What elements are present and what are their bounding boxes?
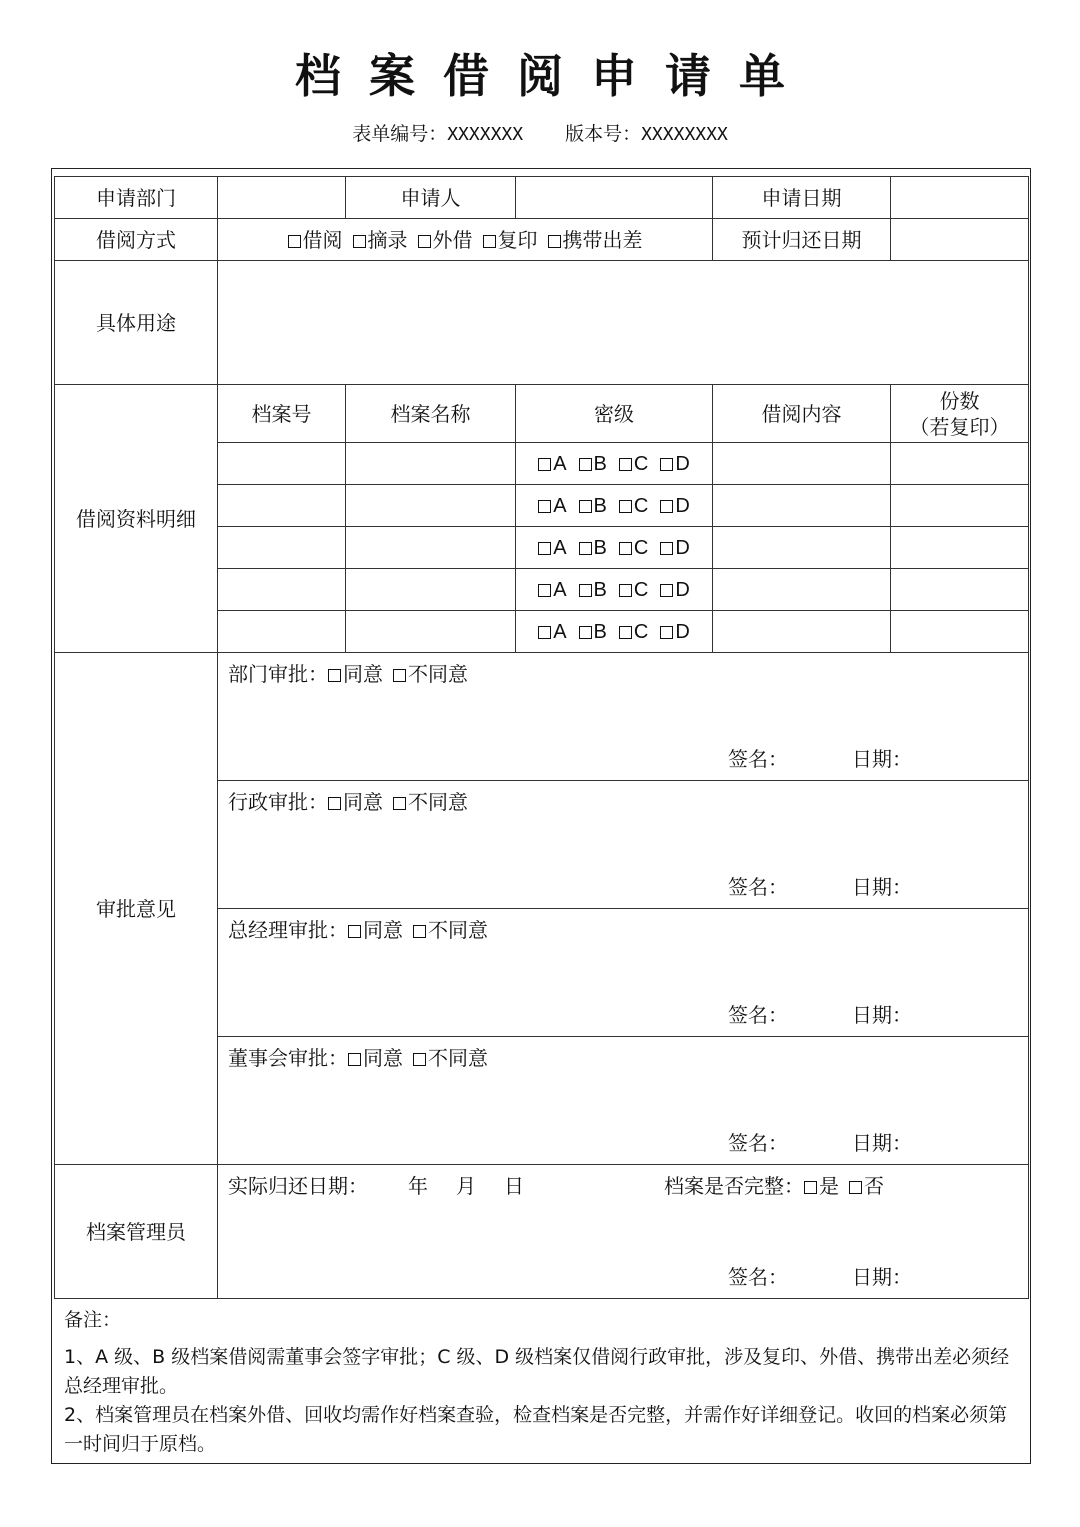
checkbox-icon[interactable]	[413, 1053, 426, 1066]
disagree-option[interactable]: 不同意	[413, 918, 488, 942]
grade-c[interactable]: C	[619, 453, 648, 475]
archive-no-cell[interactable]	[218, 611, 346, 653]
checkbox-icon[interactable]	[619, 584, 632, 597]
approval-gm	[218, 909, 1029, 1037]
content-cell[interactable]	[713, 611, 891, 653]
checkbox-icon[interactable]	[619, 500, 632, 513]
agree-option[interactable]: 同意	[328, 790, 383, 814]
grade-b[interactable]: B	[579, 537, 607, 559]
version-value: XXXXXXXX	[641, 124, 728, 145]
grade-a[interactable]: A	[538, 621, 566, 643]
disagree-option[interactable]: 不同意	[393, 662, 468, 686]
date-label: 日期：	[852, 1265, 912, 1289]
checkbox-icon[interactable]	[660, 458, 673, 471]
approval-board-label: 董事会审批：	[228, 1046, 348, 1070]
checkbox-icon[interactable]	[579, 626, 592, 639]
checkbox-icon[interactable]	[660, 626, 673, 639]
date-label: 日期：	[852, 1131, 912, 1155]
archive-no-cell[interactable]	[218, 527, 346, 569]
page-title: 档案借阅申请单	[295, 49, 813, 103]
content-cell[interactable]	[713, 443, 891, 485]
checkbox-icon[interactable]	[660, 500, 673, 513]
checkbox-icon[interactable]	[660, 584, 673, 597]
notes-section	[64, 1306, 1022, 1459]
archive-name-cell[interactable]	[346, 443, 516, 485]
grade-c[interactable]: C	[619, 621, 648, 643]
col-header-secret-level: 密级	[516, 385, 713, 443]
grade-d[interactable]: D	[660, 537, 689, 559]
method-label: 借阅方式	[55, 219, 218, 261]
sign-label: 签名：	[728, 747, 788, 771]
method-option-excerpt[interactable]: 摘录	[353, 228, 408, 252]
checkbox-icon[interactable]	[483, 235, 496, 248]
grade-b[interactable]: B	[579, 621, 607, 643]
secret-level-cell	[516, 527, 713, 569]
grade-b[interactable]: B	[579, 579, 607, 601]
archive-name-cell[interactable]	[346, 569, 516, 611]
content-cell[interactable]	[713, 569, 891, 611]
checkbox-icon[interactable]	[538, 500, 551, 513]
sign-label: 签名：	[728, 875, 788, 899]
approval-gm-label: 总经理审批：	[228, 918, 348, 942]
checkbox-icon[interactable]	[393, 669, 406, 682]
purpose-label: 具体用途	[55, 261, 218, 385]
checkbox-icon[interactable]	[538, 542, 551, 555]
expected-return-label: 预计归还日期	[713, 219, 891, 261]
secret-level-cell	[516, 443, 713, 485]
checkbox-icon[interactable]	[328, 797, 341, 810]
dept-label: 申请部门	[55, 177, 218, 219]
grade-b[interactable]: B	[579, 453, 607, 475]
approval-admin-label: 行政审批：	[228, 790, 328, 814]
grade-d[interactable]: D	[660, 495, 689, 517]
archive-name-cell[interactable]	[346, 527, 516, 569]
checkbox-icon[interactable]	[328, 669, 341, 682]
form-no-value: XXXXXXX	[447, 124, 524, 145]
checkbox-icon[interactable]	[619, 458, 632, 471]
method-option-lend-out[interactable]: 外借	[418, 228, 473, 252]
method-options	[218, 219, 713, 261]
date-label: 日期：	[852, 875, 912, 899]
grade-c[interactable]: C	[619, 537, 648, 559]
grade-c[interactable]: C	[619, 495, 648, 517]
approval-board	[218, 1037, 1029, 1165]
approval-label: 审批意见	[55, 653, 218, 1165]
grade-a[interactable]: A	[538, 537, 566, 559]
grade-a[interactable]: A	[538, 579, 566, 601]
purpose-field[interactable]	[218, 261, 1029, 385]
approval-admin	[218, 781, 1029, 909]
col-header-archive-name: 档案名称	[346, 385, 516, 443]
date-label: 日期：	[852, 1003, 912, 1027]
checkbox-icon[interactable]	[538, 626, 551, 639]
date-label: 日期：	[852, 747, 912, 771]
applicant-label: 申请人	[346, 177, 516, 219]
disagree-option[interactable]: 不同意	[413, 1046, 488, 1070]
checkbox-icon[interactable]	[619, 542, 632, 555]
grade-c[interactable]: C	[619, 579, 648, 601]
copies-cell[interactable]	[891, 443, 1029, 485]
apply-date-label: 申请日期	[713, 177, 891, 219]
month-label: 月	[456, 1174, 476, 1198]
secret-level-cell	[516, 569, 713, 611]
checkbox-icon[interactable]	[579, 500, 592, 513]
copies-cell[interactable]	[891, 527, 1029, 569]
grade-d[interactable]: D	[660, 621, 689, 643]
archive-no-cell[interactable]	[218, 443, 346, 485]
checkbox-icon[interactable]	[579, 542, 592, 555]
version-label: 版本号：	[565, 123, 642, 145]
form-no-label: 表单编号：	[352, 123, 448, 145]
application-form	[54, 176, 1029, 1299]
checkbox-icon[interactable]	[348, 925, 361, 938]
method-option-copy[interactable]: 复印	[483, 228, 538, 252]
sign-label: 签名：	[728, 1131, 788, 1155]
actual-return-label: 实际归还日期：	[228, 1174, 368, 1198]
approval-dept-label: 部门审批：	[228, 662, 328, 686]
checkbox-icon[interactable]	[660, 542, 673, 555]
agree-option[interactable]: 同意	[328, 662, 383, 686]
grade-d[interactable]: D	[660, 579, 689, 601]
col-header-copies: 份数 （若复印）	[891, 385, 1029, 443]
checkbox-icon[interactable]	[579, 458, 592, 471]
checkbox-icon[interactable]	[348, 1053, 361, 1066]
grade-d[interactable]: D	[660, 453, 689, 475]
checkbox-icon[interactable]	[579, 584, 592, 597]
checkbox-icon[interactable]	[418, 235, 431, 248]
grade-a[interactable]: A	[538, 495, 566, 517]
grade-a[interactable]: A	[538, 453, 566, 475]
agree-option[interactable]: 同意	[348, 1046, 403, 1070]
disagree-option[interactable]: 不同意	[393, 790, 468, 814]
archive-name-cell[interactable]	[346, 611, 516, 653]
note-item: 2、档案管理员在档案外借、回收均需作好档案查验，检查档案是否完整，并需作好详细登记。收回的档案必须第一时间归于原档。	[64, 1404, 1008, 1455]
form-meta	[0, 120, 1080, 149]
method-option-borrow[interactable]: 借阅	[288, 228, 343, 252]
keeper-section	[218, 1165, 1029, 1299]
expected-return-field[interactable]	[891, 219, 1029, 261]
archive-no-cell[interactable]	[218, 485, 346, 527]
copies-cell[interactable]	[891, 485, 1029, 527]
archive-no-cell[interactable]	[218, 569, 346, 611]
apply-date-field[interactable]	[891, 177, 1029, 219]
day-label: 日	[504, 1174, 524, 1198]
checkbox-icon[interactable]	[548, 235, 561, 248]
content-cell[interactable]	[713, 485, 891, 527]
agree-option[interactable]: 同意	[348, 918, 403, 942]
notes-label: 备注：	[64, 1309, 122, 1331]
complete-label: 档案是否完整：	[664, 1174, 804, 1198]
complete-yes-option[interactable]: 是	[804, 1174, 839, 1198]
col-header-content: 借阅内容	[713, 385, 891, 443]
col-header-archive-no: 档案号	[218, 385, 346, 443]
checkbox-icon[interactable]	[413, 925, 426, 938]
sign-label: 签名：	[728, 1265, 788, 1289]
content-cell[interactable]	[713, 527, 891, 569]
keeper-label: 档案管理员	[55, 1165, 218, 1299]
applicant-field[interactable]	[516, 177, 713, 219]
checkbox-icon[interactable]	[538, 458, 551, 471]
checkbox-icon[interactable]	[353, 235, 366, 248]
grade-b[interactable]: B	[579, 495, 607, 517]
approval-dept	[218, 653, 1029, 781]
note-item: 1、A 级、B 级档案借阅需董事会签字审批；C 级、D 级档案仅借阅行政审批，涉及复印、外借、携带出差必须经总经理审批。	[64, 1346, 1010, 1397]
dept-field[interactable]	[218, 177, 346, 219]
details-label: 借阅资料明细	[55, 385, 218, 653]
checkbox-icon[interactable]	[619, 626, 632, 639]
archive-name-cell[interactable]	[346, 485, 516, 527]
complete-no-option[interactable]: 否	[849, 1174, 884, 1198]
sign-label: 签名：	[728, 1003, 788, 1027]
secret-level-cell	[516, 485, 713, 527]
copies-cell[interactable]	[891, 611, 1029, 653]
checkbox-icon[interactable]	[538, 584, 551, 597]
year-label: 年	[408, 1174, 428, 1198]
method-option-business-trip[interactable]: 携带出差	[548, 228, 643, 252]
checkbox-icon[interactable]	[393, 797, 406, 810]
secret-level-cell	[516, 611, 713, 653]
copies-cell[interactable]	[891, 569, 1029, 611]
checkbox-icon[interactable]	[288, 235, 301, 248]
